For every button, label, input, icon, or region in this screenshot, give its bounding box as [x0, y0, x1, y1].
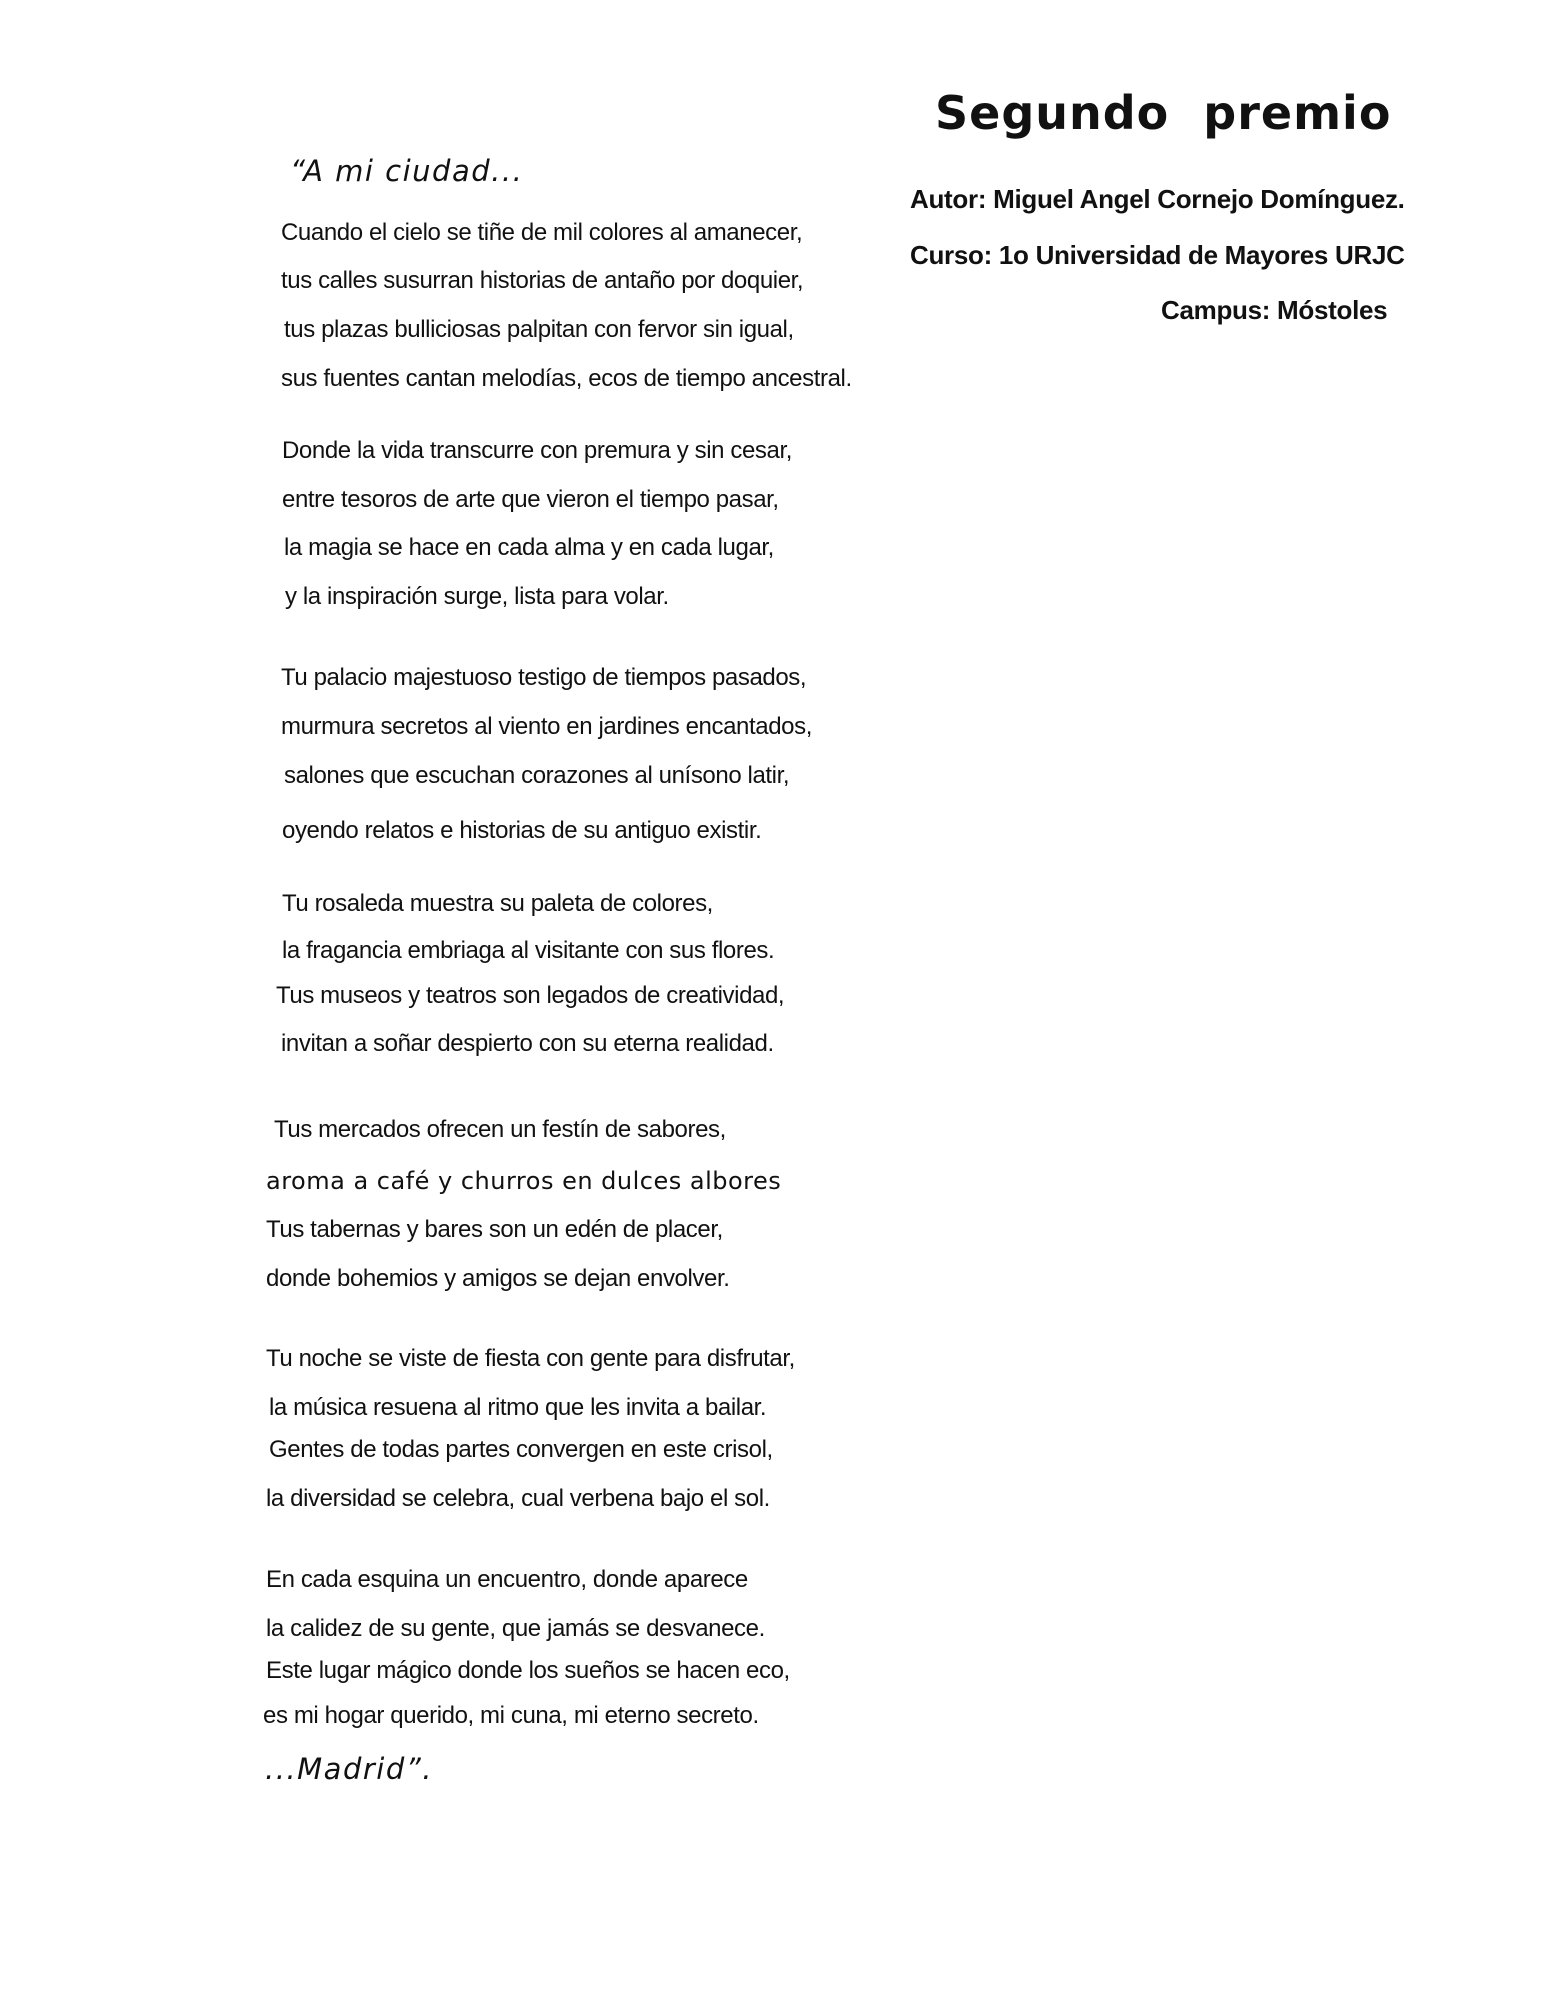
poem-line: sus fuentes cantan melodías, ecos de tiempo ancestral.: [281, 365, 852, 392]
campus-line: Campus: Móstoles: [1161, 295, 1388, 325]
poem-line: Donde la vida transcurre con premura y sin cesar,: [282, 437, 792, 464]
poem-line: Tu rosaleda muestra su paleta de colores,: [282, 890, 713, 917]
poem-line: salones que escuchan corazones al unísono latir,: [284, 762, 790, 789]
award-heading: Segundo premio: [935, 86, 1392, 140]
author-line: Autor: Miguel Angel Cornejo Domínguez.: [910, 184, 1405, 214]
poem-line: la música resuena al ritmo que les invita a bailar.: [269, 1394, 767, 1421]
poem-line: Tus tabernas y bares son un edén de placer,: [266, 1216, 723, 1243]
poem-line: tus calles susurran historias de antaño por doquier,: [281, 267, 804, 294]
poem-line: y la inspiración surge, lista para volar.: [285, 583, 669, 610]
poem-closing: ...Madrid”.: [265, 1752, 433, 1786]
poem-line: Tus museos y teatros son legados de creatividad,: [276, 982, 785, 1009]
course-line: Curso: 1o Universidad de Mayores URJC: [910, 240, 1405, 270]
poem-line: oyendo relatos e historias de su antiguo existir.: [282, 817, 762, 844]
poem-line: Tus mercados ofrecen un festín de sabores,: [274, 1116, 726, 1143]
poem-line: murmura secretos al viento en jardines encantados,: [281, 713, 812, 740]
poem-line: la magia se hace en cada alma y en cada lugar,: [284, 534, 774, 561]
poem-line: Tu noche se viste de fiesta con gente para disfrutar,: [266, 1345, 795, 1372]
poem-line: entre tesoros de arte que vieron el tiempo pasar,: [282, 486, 779, 513]
poem-line: tus plazas bulliciosas palpitan con fervor sin igual,: [284, 316, 794, 343]
poem-line: Tu palacio majestuoso testigo de tiempos pasados,: [281, 664, 807, 691]
poem-line: la fragancia embriaga al visitante con sus flores.: [282, 937, 775, 964]
poem-line: En cada esquina un encuentro, donde aparece: [266, 1566, 748, 1593]
poem-line: Este lugar mágico donde los sueños se hacen eco,: [266, 1657, 790, 1684]
poem-line: la diversidad se celebra, cual verbena bajo el sol.: [266, 1485, 770, 1512]
poem-line: donde bohemios y amigos se dejan envolver.: [266, 1265, 730, 1292]
poem-line: Cuando el cielo se tiñe de mil colores al amanecer,: [281, 219, 803, 246]
poem-line: es mi hogar querido, mi cuna, mi eterno secreto.: [263, 1702, 759, 1729]
poem-line: Gentes de todas partes convergen en este crisol,: [269, 1436, 773, 1463]
poem-line: aroma a café y churros en dulces albores: [266, 1167, 782, 1195]
poem-line: la calidez de su gente, que jamás se desvanece.: [266, 1615, 765, 1642]
poem-line: invitan a soñar despierto con su eterna realidad.: [281, 1030, 774, 1057]
poem-title: “A mi ciudad...: [290, 154, 524, 188]
